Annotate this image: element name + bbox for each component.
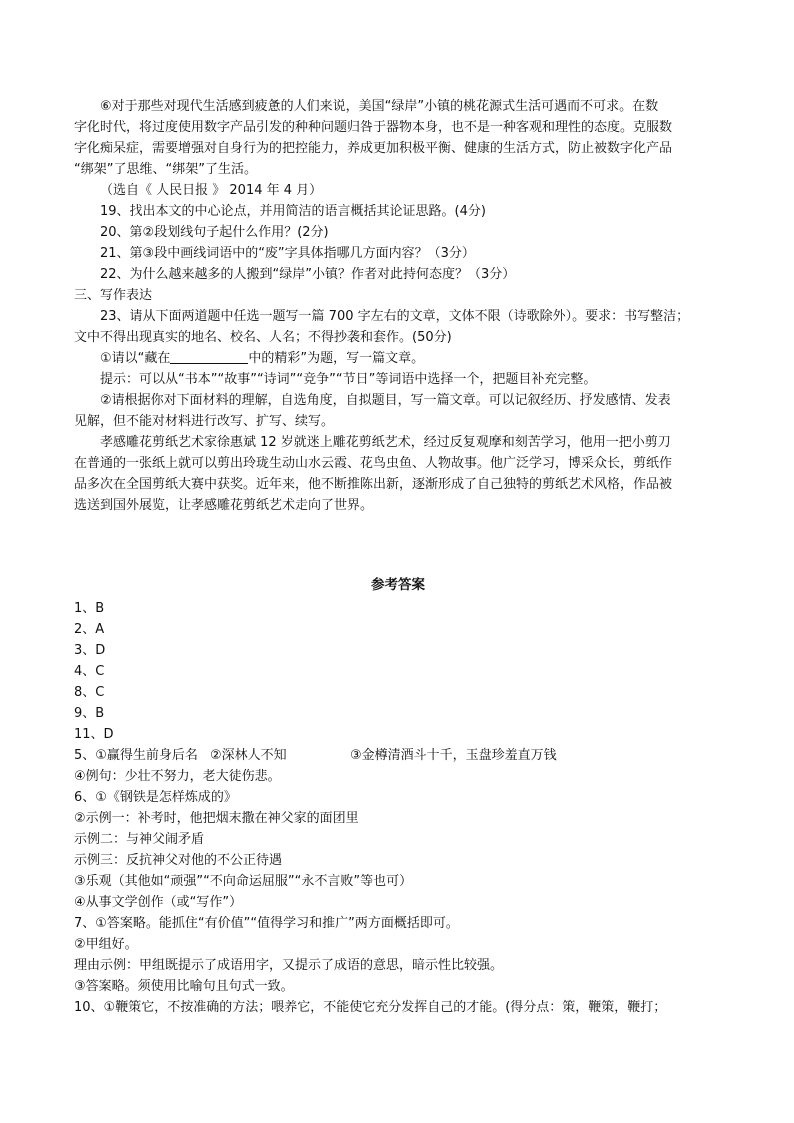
answer-6-line-1: 6、①《钢铁是怎样炼成的》 bbox=[74, 790, 237, 805]
paragraph-6-line-3: 字化痴呆症，需要增强对自身行为的把控能力，养成更加积极平衡、健康的生活方式，防止被数字化产品 bbox=[74, 141, 673, 156]
option-1-suffix: 中的精彩”为题，写一篇文章。 bbox=[248, 351, 425, 366]
answer-6-line-2: ②示例一：补考时，他把烟末撒在神父家的面团里 bbox=[74, 811, 359, 826]
option-1 bbox=[100, 348, 722, 369]
question-21: 21、第③段中画线词语中的“废”字具体指哪几方面内容？（3分） bbox=[100, 246, 475, 261]
source-citation: （选自《 人民日报 》 2014 年 4 月） bbox=[100, 183, 323, 198]
answer-3: 3、D bbox=[74, 643, 106, 658]
answer-11: 11、D bbox=[74, 727, 114, 742]
answer-5-part-2: ②深林人不知 bbox=[210, 748, 287, 763]
answer-6-line-4: 示例三：反抗神父对他的不公正待遇 bbox=[74, 853, 283, 868]
answer-7-line-3: 理由示例：甲组既提示了成语用字，又提示了成语的意思，暗示性比较强。 bbox=[74, 958, 504, 973]
material-line-1: 孝感雕花剪纸艺术家徐惠斌 12 岁就迷上雕花剪纸艺术，经过反复观摩和刻苦学习，他用一把小剪刀 bbox=[100, 435, 671, 450]
answer-5-part-3: ③金樽清酒斗十千，玉盘珍羞直万钱 bbox=[350, 748, 557, 763]
section-heading-writing: 三、写作表达 bbox=[74, 288, 153, 303]
option-2-line-2: 见解，但不能对材料进行改写、扩写、续写。 bbox=[74, 414, 335, 429]
answer-4: 4、C bbox=[74, 664, 105, 679]
paragraph-6-line-1: ⑥对于那些对现代生活感到疲惫的人们来说，美国“绿岸”小镇的桃花源式生活可遇而不可求。在数 bbox=[100, 99, 659, 114]
answers-title: 参考答案 bbox=[371, 577, 425, 593]
answer-8: 8、C bbox=[74, 685, 105, 700]
question-22: 22、为什么越来越多的人搬到“绿岸”小镇？作者对此持何态度？（3分） bbox=[100, 267, 516, 282]
material-line-4: 选送到国外展览，让孝感雕花剪纸艺术走向了世界。 bbox=[74, 498, 374, 513]
answer-9: 9、B bbox=[74, 706, 105, 721]
answer-5-line bbox=[74, 745, 722, 766]
question-23-line-1: 23、请从下面两道题中任选一题写一篇 700 字左右的文章，文体不限（诗歌除外）。要求：书写整洁； bbox=[100, 309, 690, 324]
answer-5-part-1: 5、①赢得生前身后名 bbox=[74, 748, 198, 763]
hint: 提示：可以从“书本”“故事”“诗词”“竞争”“节日”等词语中选择一个，把题目补充完整。 bbox=[100, 372, 597, 387]
material-line-2: 在普通的一张纸上就可以剪出玲珑生动山水云霞、花鸟虫鱼、人物故事。他广泛学习，博采众长，剪纸作 bbox=[74, 456, 673, 471]
answer-7-line-4: ③答案略。须使用比喻句且句式一致。 bbox=[74, 979, 294, 994]
material-line-3: 品多次在全国剪纸大赛中获奖。近年来，他不断推陈出新，逐渐形成了自己独特的剪纸艺术风格，作品被 bbox=[74, 477, 673, 492]
answer-10-line-1: 10、①鞭策它，不按准确的方法；喂养它，不能使它充分发挥自己的才能。(得分点：策，鞭策，鞭打； bbox=[74, 1000, 667, 1015]
answer-2: 2、A bbox=[74, 622, 105, 637]
paragraph-6-line-4: “绑架”了思维、“绑架”了生活。 bbox=[74, 162, 257, 177]
answer-6-line-5: ③乐观（其他如“顽强”“不向命运屈服”“永不言败”等也可） bbox=[74, 874, 413, 889]
paragraph-6-line-2: 字化时代，将过度使用数字产品引发的种种问题归咎于器物本身，也不是一种客观和理性的态度。克服数 bbox=[74, 120, 673, 135]
question-23-line-2: 文中不得出现真实的地名、校名、人名；不得抄袭和套作。(50分) bbox=[74, 330, 452, 345]
question-19: 19、找出本文的中心论点，并用简洁的语言概括其论证思路。(4分) bbox=[100, 204, 486, 219]
answer-6-line-3: 示例二：与神父闹矛盾 bbox=[74, 832, 205, 847]
answer-7-line-1: 7、①答案略。能抓住“有价值”“值得学习和推广”两方面概括即可。 bbox=[74, 916, 459, 931]
option-1-prefix: ①请以“藏在 bbox=[100, 351, 171, 366]
answer-5-part-4: ④例句：少壮不努力，老大徒伤悲。 bbox=[74, 769, 281, 784]
answer-6-line-6: ④从事文学创作（或“写作”） bbox=[74, 895, 243, 910]
question-20: 20、第②段划线句子起什么作用？(2分) bbox=[100, 225, 329, 240]
option-2-line-1: ②请根据你对下面材料的理解，自选角度，自拟题目，写一篇文章。可以记叙经历、抒发感情、发表 bbox=[100, 393, 671, 408]
answer-7-line-2: ②甲组好。 bbox=[74, 937, 138, 952]
fill-in-blank bbox=[170, 349, 248, 364]
answer-1: 1、B bbox=[74, 601, 105, 616]
